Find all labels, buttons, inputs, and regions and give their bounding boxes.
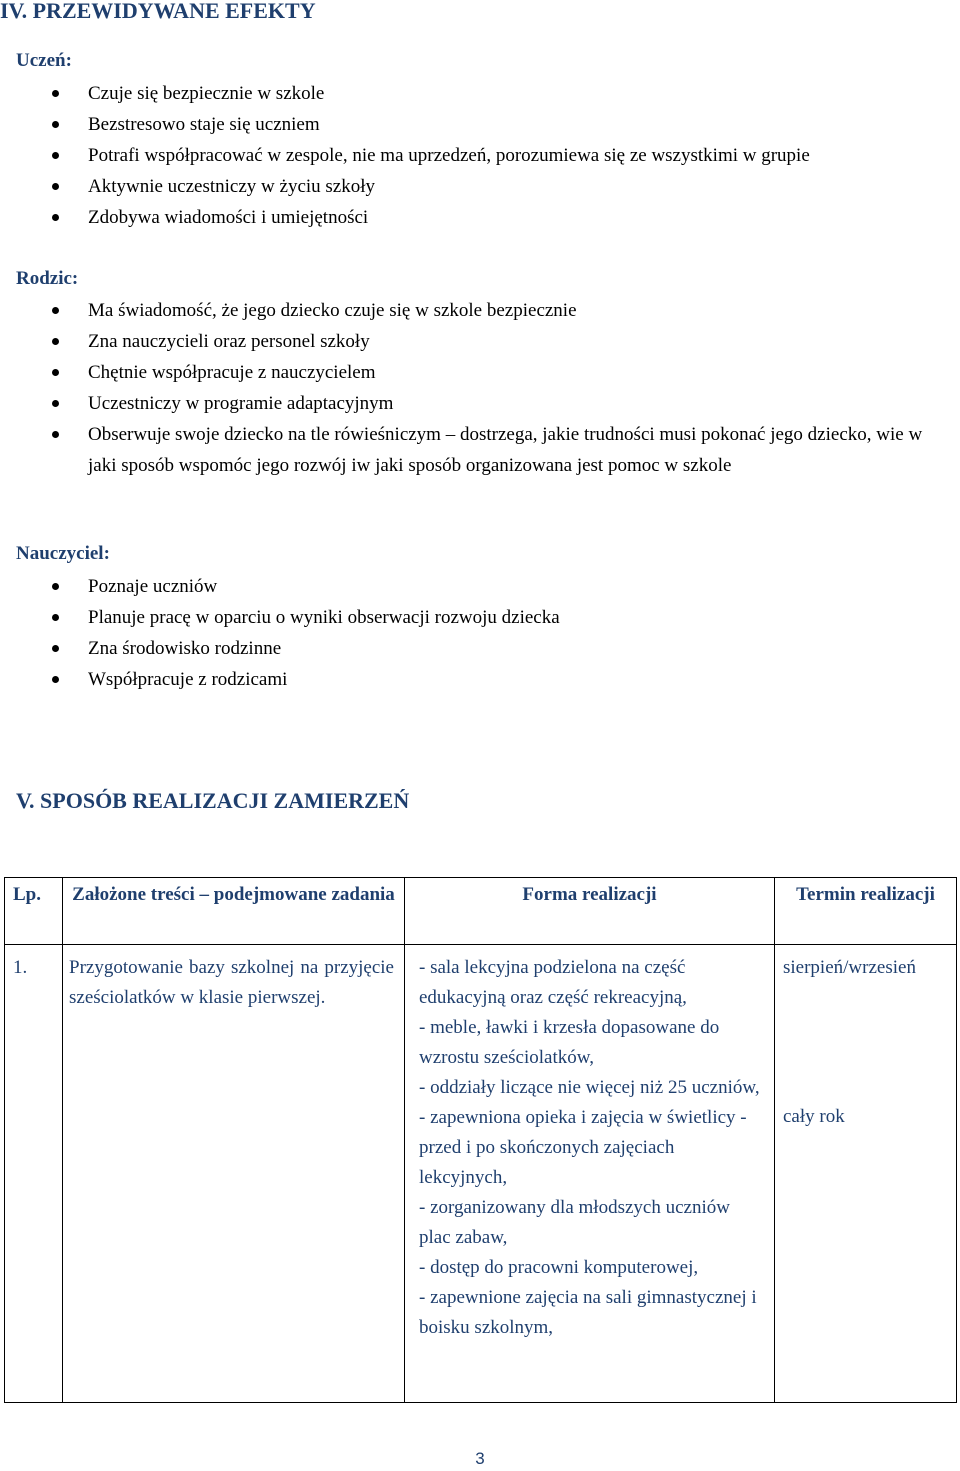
list-item: Potrafi współpracować w zespole, nie ma uprzedzeń, porozumiewa się ze wszystkimi w grupie: [0, 140, 900, 171]
column-header-form: Forma realizacji: [405, 878, 775, 945]
section-5-title: V. SPOSÓB REALIZACJI ZAMIERZEŃ: [16, 788, 410, 813]
bullet-icon: [52, 400, 59, 407]
page-number: 3: [475, 1449, 485, 1468]
bullet-icon: [52, 431, 59, 438]
column-header-lp: Lp.: [5, 878, 63, 945]
rodzic-effects-list: [0, 295, 923, 481]
bullet-icon: [52, 152, 59, 159]
bullet-icon: [52, 614, 59, 621]
bullet-icon: [52, 369, 59, 376]
list-item: Uczestniczy w programie adaptacyjnym: [0, 388, 900, 419]
cell-lp: 1.: [5, 945, 63, 1403]
nauczyciel-effects-list: [0, 571, 900, 695]
term-spacer: [783, 983, 956, 1102]
form-line: - sala lekcyjna podzielona na część edukacyjną oraz część rekreacyjną,: [419, 957, 687, 1008]
list-item: Bezstresowo staje się uczniem: [0, 109, 900, 140]
group-title-rodzic: Rodzic:: [16, 268, 79, 289]
list-item: Współpracuje z rodzicami: [0, 664, 900, 695]
list-item: Zna środowisko rodzinne: [0, 633, 900, 664]
bullet-icon: [52, 676, 59, 683]
list-item: Poznaje uczniów: [0, 571, 900, 602]
bullet-icon: [52, 90, 59, 97]
section-4-title: IV. PRZEWIDYWANE EFEKTY: [0, 0, 316, 23]
table-row: [5, 945, 957, 1403]
list-item: Obserwuje swoje dziecko na tle rówieśniczym – dostrzega, jakie trudności musi pokonać jego dziecko, wie w jaki sposób wspomóc jego rozwój iw jaki sposób organizowana jest pomoc w szkole: [0, 419, 900, 481]
table-header-row: [5, 878, 957, 945]
term-first: sierpień/wrzesień: [783, 957, 916, 978]
realization-table: [4, 877, 957, 1403]
uczen-effects-list: [0, 78, 900, 233]
form-line: - zapewniona opieka i zajęcia w świetlicy - przed i po skończonych zajęciach lekcyjnych,: [419, 1107, 747, 1188]
form-line: - oddziały liczące nie więcej niż 25 uczniów,: [419, 1077, 760, 1098]
bullet-icon: [52, 583, 59, 590]
form-line: - meble, ławki i krzesła dopasowane do wzrostu sześciolatków,: [419, 1017, 720, 1068]
list-item: Czuje się bezpiecznie w szkole: [0, 78, 900, 109]
form-line: - zorganizowany dla młodszych uczniów plac zabaw,: [419, 1197, 730, 1248]
bullet-icon: [52, 183, 59, 190]
form-line: - dostęp do pracowni komputerowej,: [419, 1257, 699, 1278]
list-item: Planuje pracę w oparciu o wyniki obserwacji rozwoju dziecka: [0, 602, 900, 633]
list-item: Zna nauczycieli oraz personel szkoły: [0, 326, 900, 357]
list-item: Zdobywa wiadomości i umiejętności: [0, 202, 900, 233]
column-header-task: Założone treści – podejmowane zadania: [63, 878, 405, 945]
list-item: Chętnie współpracuje z nauczycielem: [0, 357, 900, 388]
bullet-icon: [52, 121, 59, 128]
column-header-term: Termin realizacji: [775, 878, 957, 945]
bullet-icon: [52, 214, 59, 221]
list-item: Ma świadomość, że jego dziecko czuje się w szkole bezpiecznie: [0, 295, 900, 326]
term-second: cały rok: [783, 1106, 845, 1127]
cell-form: [405, 945, 775, 1403]
form-line: - zapewnione zajęcia na sali gimnastycznej i boisku szkolnym,: [419, 1287, 757, 1338]
bullet-icon: [52, 338, 59, 345]
list-item: Aktywnie uczestniczy w życiu szkoły: [0, 171, 900, 202]
cell-task: Przygotowanie bazy szkolnej na przyjęcie sześciolatków w klasie pierwszej.: [63, 945, 405, 1403]
bullet-icon: [52, 307, 59, 314]
bullet-icon: [52, 645, 59, 652]
cell-term: [775, 945, 957, 1403]
group-title-nauczyciel: Nauczyciel:: [16, 543, 110, 564]
group-title-uczen: Uczeń:: [16, 50, 72, 71]
